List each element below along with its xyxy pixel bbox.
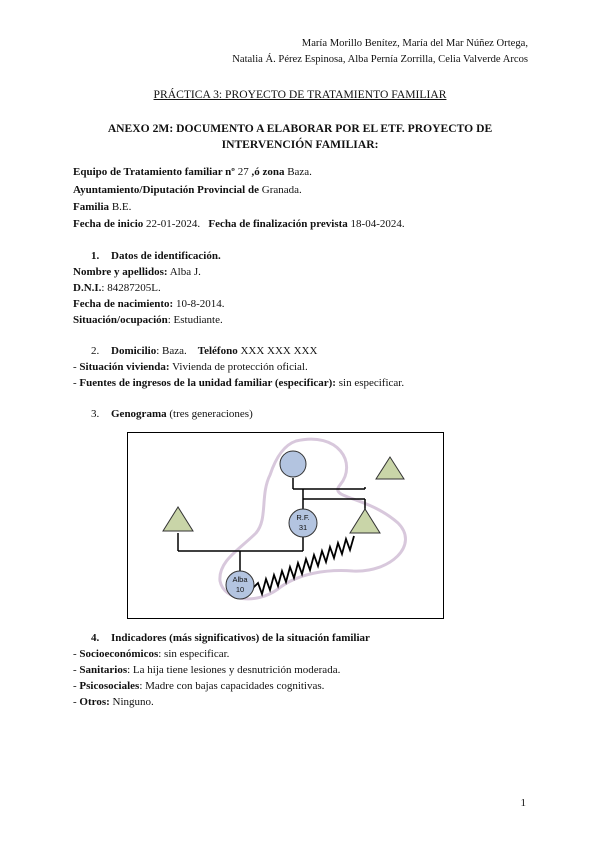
name-line bbox=[73, 266, 201, 278]
section1-number: 1. bbox=[91, 250, 100, 262]
indicator-item: - Psicosociales: Madre con bajas capacidades cognitivas. bbox=[73, 680, 325, 692]
family-label: Familia bbox=[73, 201, 110, 213]
section1-title: Datos de identificación. bbox=[111, 250, 221, 262]
team-number: 27 bbox=[237, 166, 249, 178]
genogram-diagram bbox=[127, 432, 444, 619]
housing-value: Vivienda de protección oficial. bbox=[172, 361, 308, 373]
annex-heading-line-2: INTERVENCIÓN FAMILIAR: bbox=[221, 138, 379, 151]
indicator-value: : La hija tiene lesiones y desnutrición moderada. bbox=[127, 664, 341, 676]
team-label: Equipo de Tratamiento familiar nº bbox=[73, 166, 235, 178]
indicator-value: : Madre con bajas capacidades cognitivas. bbox=[139, 680, 325, 692]
family-line bbox=[73, 201, 131, 213]
indicator-item: - Otros: Ninguno. bbox=[73, 696, 154, 708]
council-label: Ayuntamiento/Diputación Provincial de bbox=[73, 184, 259, 196]
team-line bbox=[73, 166, 312, 178]
end-date-label: Fecha de finalización prevista bbox=[208, 218, 348, 230]
name-label: Nombre y apellidos: bbox=[73, 266, 168, 278]
genogram-svg bbox=[128, 433, 443, 618]
indicator-value: Ninguno. bbox=[109, 696, 154, 708]
uncle-node bbox=[350, 509, 380, 533]
indicator-label: Sanitarios bbox=[79, 664, 128, 676]
annex-heading-line-1: ANEXO 2M: DOCUMENTO A ELABORAR POR EL ETF. PROYECTO DE bbox=[107, 122, 493, 135]
indicator-label: Otros: bbox=[79, 696, 110, 708]
phone-label: Teléfono bbox=[197, 345, 238, 357]
name-value: Alba J. bbox=[169, 266, 201, 278]
birth-value: 10-8-2014. bbox=[175, 298, 225, 310]
section3-number: 3. bbox=[91, 408, 100, 420]
end-date-value: 18-04-2024. bbox=[350, 218, 405, 230]
annex-heading bbox=[80, 121, 520, 153]
address-value: : Baza. bbox=[156, 345, 187, 357]
genogram-title: Genograma bbox=[111, 408, 167, 420]
birth-label: Fecha de nacimiento: bbox=[73, 298, 174, 310]
council-value: Granada. bbox=[261, 184, 302, 196]
dni-line bbox=[73, 282, 161, 294]
income-line: - Fuentes de ingresos de la unidad familiar (especificar): sin especificar. bbox=[73, 377, 405, 389]
council-line bbox=[73, 184, 302, 196]
zone-value: Baza. bbox=[287, 166, 312, 178]
genogram-note: (tres generaciones) bbox=[169, 408, 253, 420]
daughter-node-age: 10 bbox=[235, 585, 245, 594]
authors-block bbox=[232, 36, 528, 68]
authors-line-2: Natalia Á. Pérez Espinosa, Alba Pernía Zorrilla, Celia Valverde Arcos bbox=[232, 54, 528, 65]
phone-value: XXX XXX XXX bbox=[240, 345, 318, 357]
zone-label: ,ó zona bbox=[251, 166, 285, 178]
daughter-node-label: Alba bbox=[232, 575, 248, 584]
income-value: sin especificar. bbox=[338, 377, 405, 389]
occupation-value: : Estudiante. bbox=[167, 314, 223, 326]
start-date-value: 22-01-2024. bbox=[146, 218, 201, 230]
indicator-item: - Sanitarios: La hija tiene lesiones y desnutrición moderada. bbox=[73, 664, 341, 676]
father-node bbox=[163, 507, 193, 531]
section3-heading bbox=[91, 408, 253, 420]
address-label: Domicilio bbox=[111, 345, 157, 357]
page-title: PRÁCTICA 3: PROYECTO DE TRATAMIENTO FAMILIAR bbox=[153, 88, 447, 101]
authors-line-1: María Morillo Benítez, María del Mar Núñez Ortega, bbox=[301, 38, 528, 49]
housing-label: Situación vivienda: bbox=[79, 361, 170, 373]
section4-title: Indicadores (más significativos) de la situación familiar bbox=[111, 632, 370, 644]
indicator-label: Socioeconómicos bbox=[79, 648, 159, 660]
section4-heading bbox=[91, 632, 370, 644]
indicator-value: : sin especificar. bbox=[158, 648, 230, 660]
dni-label: D.N.I. bbox=[73, 282, 102, 294]
mother-node-age: 31 bbox=[298, 523, 308, 532]
indicator-label: Psicosociales bbox=[79, 680, 140, 692]
section2-number: 2. bbox=[91, 345, 100, 357]
income-label: Fuentes de ingresos de la unidad familiar (especificar): bbox=[79, 377, 336, 389]
housing-line: - Situación vivienda: Vivienda de protección oficial. bbox=[73, 361, 308, 373]
occupation-line bbox=[73, 314, 223, 326]
grandmother-node bbox=[280, 451, 306, 477]
start-date-label: Fecha de inicio bbox=[73, 218, 144, 230]
dni-value: : 84287205L. bbox=[101, 282, 161, 294]
page-number: 1 bbox=[520, 797, 526, 809]
section2-heading bbox=[91, 345, 317, 357]
mother-node-label: R.F. bbox=[296, 513, 310, 522]
section4-number: 4. bbox=[91, 632, 100, 644]
dates-line bbox=[73, 218, 405, 230]
section1-heading bbox=[91, 250, 221, 262]
indicator-item: - Socioeconómicos: sin especificar. bbox=[73, 648, 230, 660]
family-value: B.E. bbox=[111, 201, 132, 213]
occupation-label: Situación/ocupación bbox=[73, 314, 168, 326]
birth-line bbox=[73, 298, 225, 310]
grandfather-node bbox=[376, 457, 404, 479]
